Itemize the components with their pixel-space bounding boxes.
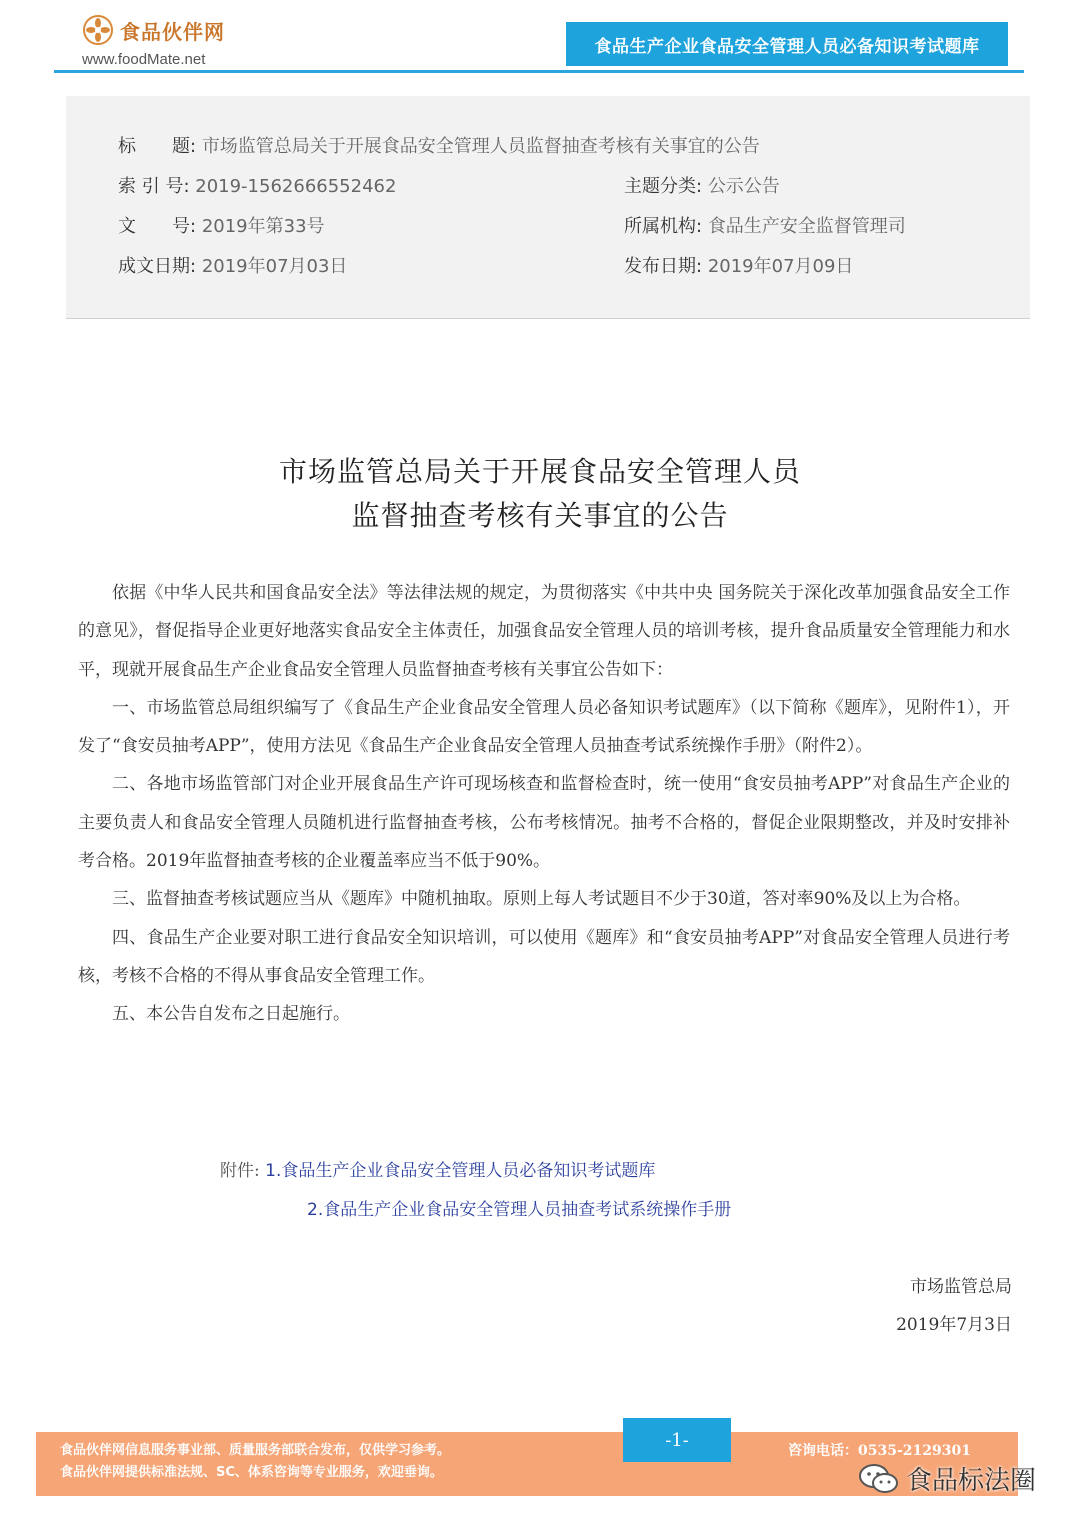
attachment-link-1[interactable]: 1.食品生产企业食品安全管理人员必备知识考试题库: [265, 1161, 656, 1181]
meta-title-label: 标 题:: [118, 136, 197, 157]
site-logo[interactable]: [82, 14, 225, 72]
meta-docno-row: [118, 212, 325, 238]
body-paragraph-intro: 依据《中华人民共和国食品安全法》等法律法规的规定，为贯彻落实《中共中央 国务院关于深化改革加强食品安全工作的意见》，督促指导企业更好地落实食品安全主体责任，加强食品安全管理人员的培训考核，提升食品质量安全管理能力和水平，现就开展食品生产企业食品安全管理人员监督抽查考核有关事宜公告如下：: [78, 583, 1010, 680]
page-number: -1-: [623, 1418, 731, 1462]
attachment-row-2: [307, 1195, 731, 1220]
body-paragraph-2: 二、各地市场监管部门对企业开展食品生产许可现场核查和监督检查时，统一使用“食安员抽考APP”对食品生产企业的主要负责人和食品安全管理人员随机进行监督抽查考核，公布考核情况。抽考不合格的，督促企业限期整改，并及时安排补考合格。2019年监督抽查考核的企业覆盖率应当不低于90%。: [78, 774, 1010, 872]
watermark-text: 食品标法圈: [906, 1466, 1037, 1496]
meta-docno-value: 2019年第33号: [201, 216, 325, 237]
body-paragraph-5: 五、本公告自发布之日起施行。: [112, 1004, 350, 1025]
wechat-icon: [858, 1462, 900, 1496]
meta-written-value: 2019年07月03日: [201, 256, 348, 277]
meta-published-value: 2019年07月09日: [707, 256, 854, 277]
signature-org: 市场监管总局: [910, 1277, 1012, 1297]
meta-org-row: [624, 212, 906, 238]
header-divider: [54, 70, 1024, 73]
footer-phone: 咨询电话：0535-2129301: [788, 1443, 971, 1459]
footer-notice: [60, 1440, 450, 1484]
document-title-line1: 市场监管总局关于开展食品安全管理人员: [278, 455, 801, 488]
body-paragraph-1: 一、市场监管总局组织编写了《食品生产企业食品安全管理人员必备知识考试题库》（以下简称《题库》，见附件1），开发了“食安员抽考APP”，使用方法见《食品生产企业食品安全管理人员抽查考试系统操作手册》（附件2）。: [78, 697, 1010, 757]
meta-index-label: 索 引 号:: [118, 176, 190, 197]
meta-docno-label: 文 号:: [118, 216, 197, 237]
attachment-list: [220, 1156, 655, 1181]
footer-notice-line1: 食品伙伴网信息服务事业部、质量服务部联合发布，仅供学习参考。: [60, 1443, 451, 1458]
flower-logo-icon: [82, 14, 114, 46]
body-paragraph-4: 四、食品生产企业要对职工进行食品安全知识培训，可以使用《题库》和“食安员抽考APP”对食品安全管理人员进行考核，考核不合格的不得从事食品安全管理工作。: [78, 927, 1010, 986]
meta-topic-row: [624, 172, 780, 198]
meta-written-label: 成文日期:: [118, 256, 197, 277]
attachment-link-2[interactable]: 2.食品生产企业食品安全管理人员抽查考试系统操作手册: [307, 1200, 732, 1220]
meta-topic-label: 主题分类:: [624, 176, 703, 197]
meta-title-value: 市场监管总局关于开展食品安全管理人员监督抽查考核有关事宜的公告: [201, 136, 760, 157]
meta-published-row: [624, 252, 853, 278]
footer-notice-line2: 食品伙伴网提供标准法规、SC、体系咨询等专业服务，欢迎垂询。: [60, 1465, 443, 1480]
document-title-line2: 监督抽查考核有关事宜的公告: [351, 499, 729, 532]
meta-published-label: 发布日期:: [624, 256, 703, 277]
meta-written-row: [118, 252, 347, 278]
meta-title-row: [118, 132, 760, 158]
logo-url-text: www.foodMate.net: [82, 51, 206, 68]
meta-topic-value: 公示公告: [707, 176, 780, 197]
wechat-watermark: [858, 1460, 1036, 1497]
meta-org-value: 食品生产安全监督管理司: [707, 216, 906, 237]
header-banner: 食品生产企业食品安全管理人员必备知识考试题库: [566, 22, 1008, 66]
document-body: [78, 574, 1010, 1034]
meta-index-value: 2019-1562666552462: [195, 176, 397, 197]
signature-date: 2019年7月3日: [896, 1315, 1012, 1335]
body-paragraph-3: 三、监督抽查考核试题应当从《题库》中随机抽取。原则上每人考试题目不少于30道，答对率90%及以上为合格。: [112, 889, 971, 910]
logo-cn-text: 食品伙伴网: [120, 20, 225, 44]
document-metadata: [66, 96, 1030, 319]
meta-org-label: 所属机构:: [624, 216, 703, 237]
attachment-label: 附件:: [220, 1161, 260, 1181]
meta-index-row: [118, 172, 396, 198]
